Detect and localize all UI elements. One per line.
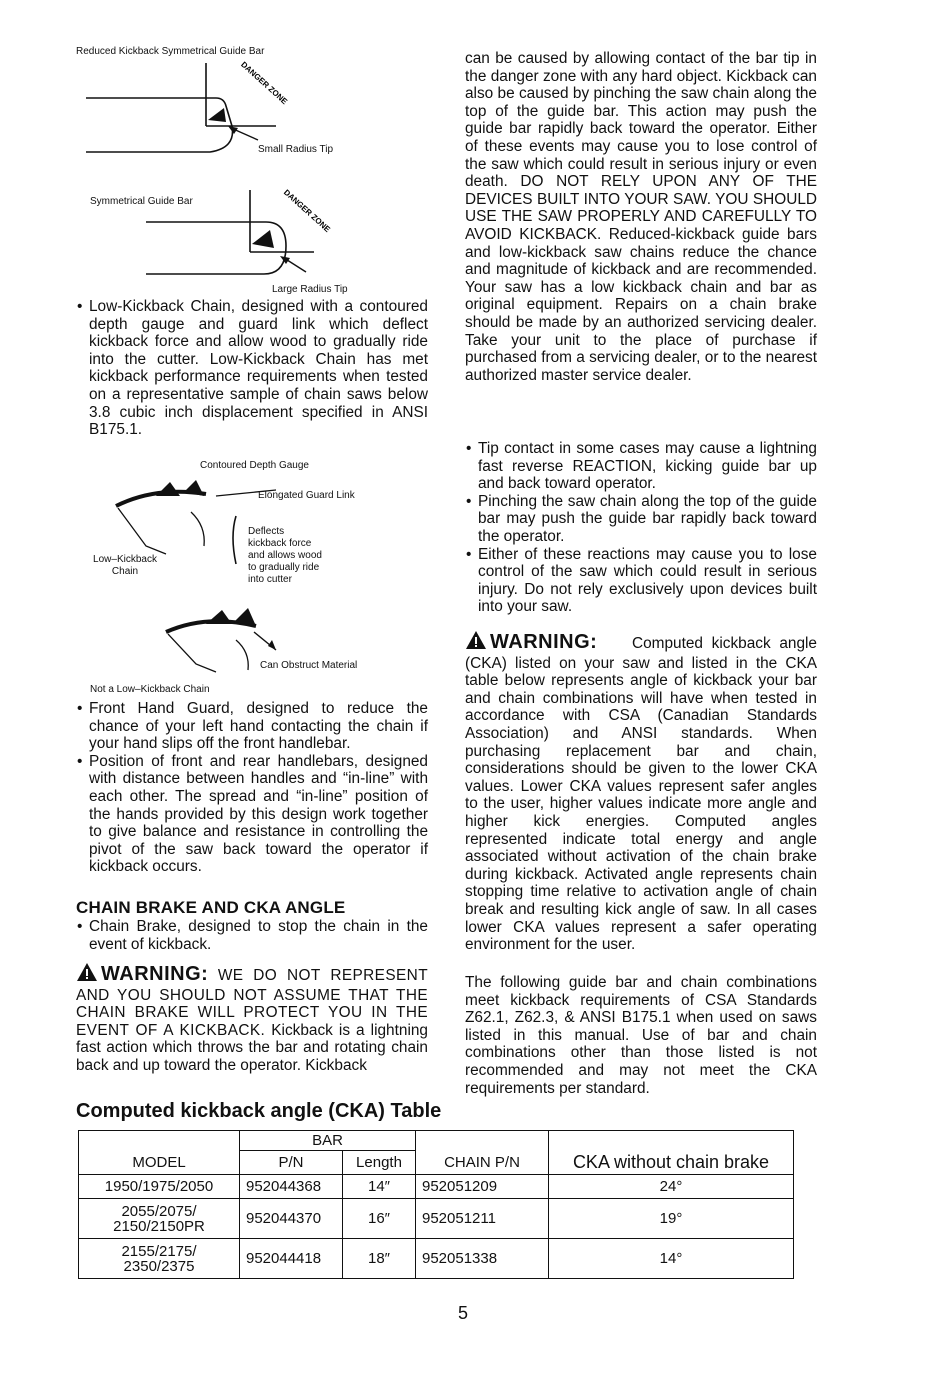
following-combinations-paragraph: The following guide bar and chain combinations meet kickback requirements of CSA Standards Z62.1, Z62.3, & ANSI B175.1 when used on saws listed in this manual. Use of bar and chain combinations other than those listed is not recommended and may not meet the CKA requirements per standard. [465, 974, 817, 1097]
standard-chain-diagram [136, 606, 336, 686]
fig1-title: Reduced Kickback Symmetrical Guide Bar [76, 46, 265, 57]
warning-triangle-icon [76, 962, 98, 987]
bar-pn-cell: 952044370 [240, 1199, 343, 1239]
fig4-caption: Not a Low–Kickback Chain [90, 684, 210, 695]
right-warning-label: WARNING: [490, 631, 598, 653]
model-cell: 1950/1975/2050 [79, 1175, 240, 1199]
bar-pn-cell: 952044418 [240, 1239, 343, 1279]
fig3-chain-line: Chain [111, 566, 139, 577]
chain-pn-header: CHAIN P/N [416, 1151, 549, 1175]
table-row [79, 1199, 794, 1239]
cka-cell: 19° [549, 1199, 794, 1239]
fig1-tip-label: Small Radius Tip [258, 144, 334, 155]
table-row [79, 1175, 794, 1199]
reaction-bullet-list [465, 440, 817, 616]
left-warning-continuation: Kickback is a lightning fast action which throws the bar and rotating chain back and up toward the operator. Kickback [76, 1021, 428, 1074]
reaction-bullet: • Tip contact in some cases may cause a lightning fast reverse REACTION, kicking guide bar up and back toward operator. [465, 440, 817, 493]
model-cell: 2055/2075/ 2150/2150PR [79, 1199, 240, 1239]
left-warning-text: WE DO NOT REPRESENT AND YOU SHOULD NOT ASSUME THAT THE CHAIN BRAKE WILL PROTECT YOU IN THE EVENT OF A KICKBACK. [76, 967, 428, 1039]
table-title: Computed kickback angle (CKA) Table [76, 1100, 442, 1122]
chain-pn-cell: 952051338 [416, 1239, 549, 1279]
bar-length-header: Length [343, 1151, 416, 1175]
bar-pn-cell: 952044368 [240, 1175, 343, 1199]
length-cell: 16″ [343, 1199, 416, 1239]
do-not-rely-caps: DO NOT RELY UPON ANY OF THE DEVICES BUILT INTO YOUR SAW. YOU SHOULD USE THE SAW PROPERLY AND CAREFULLY TO AVOID KICKBACK. [465, 173, 817, 243]
length-cell: 18″ [343, 1239, 416, 1279]
fig2-title: Symmetrical Guide Bar [90, 196, 193, 207]
model-cell: 2155/2175/ 2350/2375 [79, 1239, 240, 1279]
chain-header-top [416, 1131, 549, 1151]
chain-brake-bullet: • Chain Brake, designed to stop the chain in the event of kickback. [76, 918, 428, 953]
chain-brake-heading: CHAIN BRAKE AND CKA ANGLE [76, 898, 346, 917]
front-guard-bullet: • Front Hand Guard, designed to reduce the chance of your left hand contacting the chain if your hand slips off the front handlebar. [76, 700, 428, 753]
fig3-chain-line: Low–Kickback [93, 554, 157, 565]
reduced-kickback-text: Reduced-kickback guide bars and low-kickback saw chains reduce the chance and magnitude of kickback and are recommended. Your saw has a low kickback chain and bar as original equipment. Repairs on a chain brake should be made by an authorized servicing dealer. Take your unit to the place of purchase if purchased from a servicing dealer, or to the nearest authorized master service dealer. [465, 225, 817, 384]
danger-zone-label-1: DANGER ZONE [239, 59, 290, 107]
brake-bullet-list [76, 918, 428, 953]
right-warning-lead: Computed kickback [631, 635, 771, 652]
kickback-causes-paragraph [465, 50, 817, 384]
model-header: MODEL [79, 1151, 240, 1175]
fig3-deflects-line: and allows wood [248, 550, 322, 561]
table-row [79, 1239, 794, 1279]
right-warning-text: angle (CKA) listed on your saw and listed in the CKA table below represents angle of kickback your bar and chain combinations will have when tested in accordance with CSA (Canadian Standards Association) and ANSI standards. When purchasing replacement bar and chain, considerations should be given to the lower CKA values. Lower CKA values represent safer angles to the user, higher values indicate more angle and higher kick energies. Computed angles represented indicate total energy and angle associated without activation of the chain brake during kickback. Activated angle represents chain stopping time relative to activation angle of chain break and resulting kick angle of saw. In all cases lower CKA values represent a safer operating environment for the user. [465, 635, 817, 954]
reaction-bullet: • Pinching the saw chain along the top of the guide bar may push the guide bar rapidly back toward the operator. [465, 493, 817, 546]
left-warning-block [76, 962, 428, 1075]
chain-pn-cell: 952051211 [416, 1199, 549, 1239]
fig3-chain-label [76, 554, 174, 578]
lowkick-bullet: • Low-Kickback Chain, designed with a contoured depth gauge and guard link which deflect kickback force and allow wood to gradually ride into the cutter. Low-Kickback Chain has met kickback performance requirements when tested on a representative sample of chain saws below 3.8 cubic inch displacement specified in ANSI B175.1. [76, 298, 428, 439]
bar-pn-header: P/N [240, 1151, 343, 1175]
kickback-causes-text: can be caused by allowing contact of the bar tip in the danger zone with any hard object. Kickback can also be caused by pinching the saw chain along the top of the guide bar. This action may push the guide bar rapidly back toward the operator. Either of these events may cause you to lose control of the saw which could result in serious injury or even death. [465, 50, 817, 191]
reaction-bullet: • Either of these reactions may cause you to lose control of the saw which could result in serious injury. Do not rely exclusively upon devices built into your saw. [465, 546, 817, 616]
handlebar-position-bullet: • Position of front and rear handlebars, designed with distance between handles and “in-line” with each other. The spread and “in-line” position of the hands provided by this design work together to give balance and resistance in controlling the pivot of the saw back toward the operator if kickback occurs. [76, 753, 428, 876]
cka-table [78, 1130, 794, 1279]
reduced-kickback-bar-diagram [86, 58, 386, 158]
fig3-deflects-line: Deflects [248, 526, 285, 537]
cka-cell: 14° [549, 1239, 794, 1279]
warning-triangle-icon [465, 630, 487, 655]
fig3-title: Contoured Depth Gauge [200, 460, 309, 471]
left-warning [76, 962, 428, 1075]
fig3-deflects-text [248, 526, 322, 586]
length-cell: 14″ [343, 1175, 416, 1199]
cka-cell: 24° [549, 1175, 794, 1199]
guard-bullet-list [76, 700, 428, 876]
cka-header-top [549, 1131, 794, 1151]
right-warning-block [465, 630, 817, 954]
fig4-obstruct-label: Can Obstruct Material [260, 660, 358, 671]
fig2-tip-label: Large Radius Tip [272, 284, 348, 295]
fig3-link-label: Elongated Guard Link [258, 490, 355, 501]
fig3-deflects-line: kickback force [248, 538, 312, 549]
model-header-top [79, 1131, 240, 1151]
fig3-deflects-line: into cutter [248, 574, 292, 585]
symmetrical-bar-diagram [136, 186, 396, 286]
fig3-deflects-line: to gradually ride [248, 562, 320, 573]
lowkick-bullet-list [76, 298, 428, 439]
page-number: 5 [458, 1303, 469, 1323]
danger-zone-label-2: DANGER ZONE [281, 187, 332, 235]
right-warning [465, 630, 817, 954]
chain-pn-cell: 952051209 [416, 1175, 549, 1199]
bar-header: BAR [240, 1131, 416, 1151]
cka-header: CKA without chain brake [549, 1151, 794, 1175]
left-warning-label: WARNING: [101, 963, 209, 985]
